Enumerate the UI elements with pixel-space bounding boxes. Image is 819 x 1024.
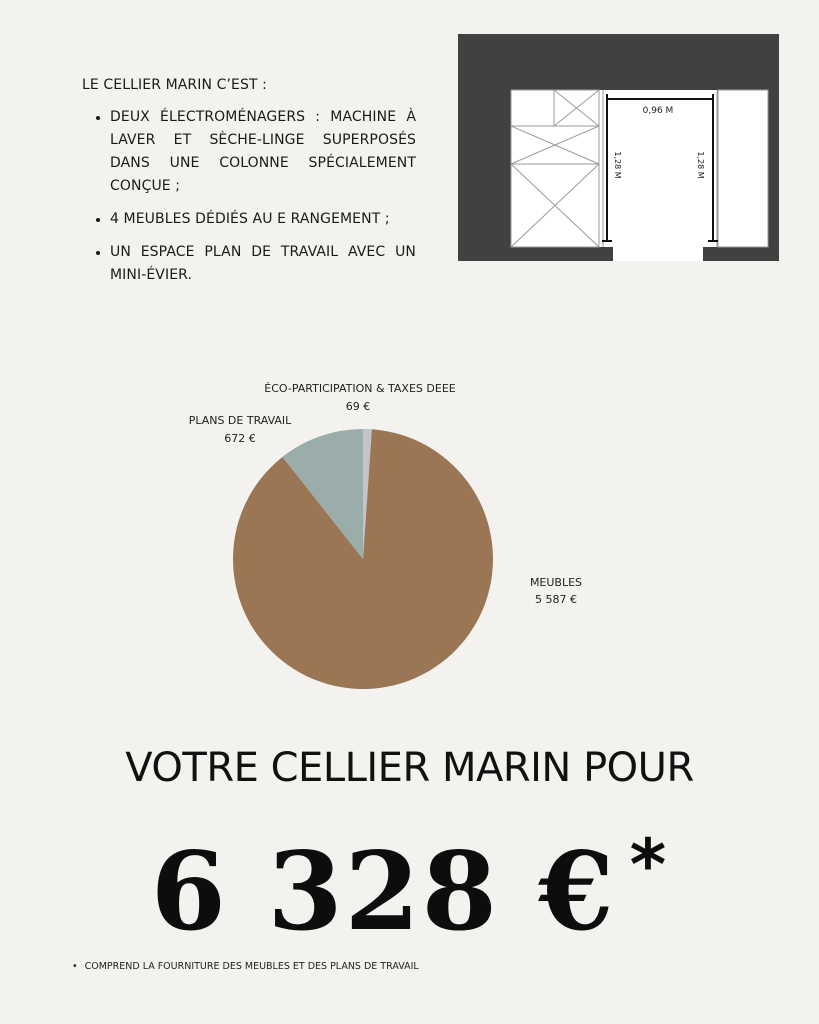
slice-label-eco: ÉCO-PARTICIPATION & TAXES DEEE: [264, 382, 456, 395]
headline: VOTRE CELLIER MARIN POUR: [125, 745, 694, 791]
plan-height-label-left: 1,28 M: [613, 151, 622, 179]
slice-value-plans: 672 €: [224, 432, 256, 445]
pie-slices: [233, 429, 493, 689]
price-asterisk: *: [629, 824, 669, 906]
plan-doorway: [613, 247, 703, 261]
slice-value-meubles: 5 587 €: [535, 593, 577, 606]
feature-item: • 4 MEUBLES DÉDIÉS AU E RANGEMENT ;: [110, 208, 416, 231]
intro-heading: LE CELLIER MARIN C’EST :: [82, 77, 267, 93]
footnote: • COMPREND LA FOURNITURE DES MEUBLES ET DES PLANS DE TRAVAIL: [72, 961, 419, 972]
plan-width-label: 0,96 M: [642, 106, 674, 116]
feature-item: • DEUX ÉLECTROMÉNAGERS : MACHINE À LAVER ET SÈCHE-LINGE SUPERPOSÉS DANS UNE COLONNE SPÉCIALEMENT CONÇUE ;: [110, 106, 416, 198]
plan-room: [511, 90, 768, 247]
slice-value-eco: 69 €: [345, 400, 371, 413]
intro-block: [82, 74, 416, 297]
total-price: [0, 800, 819, 955]
feature-item: • UN ESPACE PLAN DE TRAVAIL AVEC UN MINI-ÉVIER.: [110, 241, 416, 287]
price-amount: 6 328 €: [150, 829, 616, 955]
plan-height-label-right: 1,28 M: [696, 151, 705, 179]
feature-list: [82, 106, 416, 287]
slice-label-plans: PLANS DE TRAVAIL: [188, 414, 292, 427]
slice-label-meubles: MEUBLES: [529, 576, 583, 589]
floor-plan-drawing: [458, 34, 779, 261]
cost-pie-chart: [160, 372, 660, 702]
